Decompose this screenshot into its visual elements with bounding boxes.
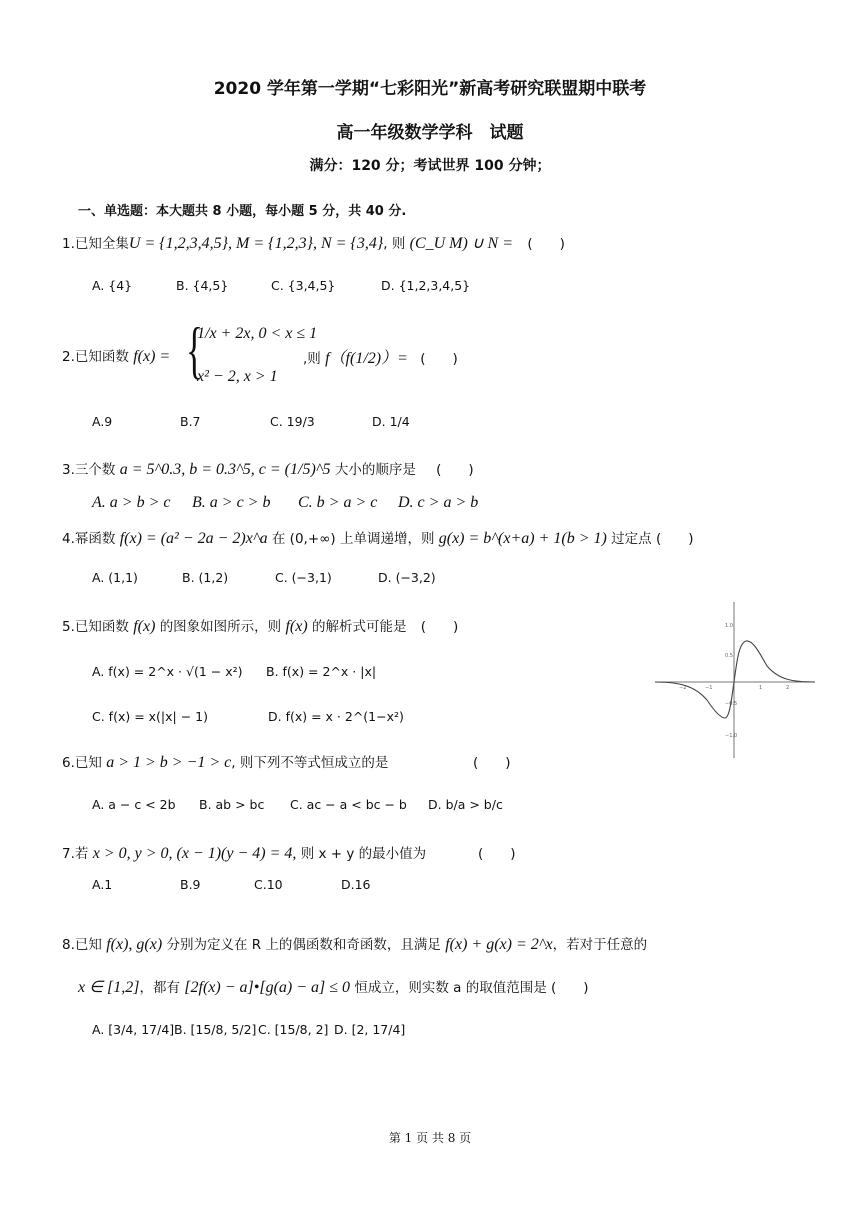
graph-tick-label: 1 xyxy=(759,685,763,691)
question-number: 7. xyxy=(62,846,75,862)
option-b: B. (1,2) xyxy=(182,570,229,585)
question-expr: f（f(1/2)）= xyxy=(325,350,408,367)
question-math-repeat: f(x) xyxy=(285,618,308,635)
option-d: D. (−3,2) xyxy=(378,570,436,585)
function-graph xyxy=(655,600,815,760)
question-number: 1. xyxy=(62,236,75,252)
question-number: 5. xyxy=(62,619,75,635)
option-a: A. a − c < 2b xyxy=(92,797,176,812)
option-c: C. {3,4,5} xyxy=(271,278,336,293)
question-math: x > 0, y > 0, (x − 1)(y − 4) = 4, xyxy=(92,845,297,862)
question-8-line-2 xyxy=(78,976,589,997)
question-math: a = 5^0.3, b = 0.3^5, c = (1/5)^5 xyxy=(119,461,331,478)
question-suffix: 过定点 xyxy=(611,531,652,547)
question-math: U = {1,2,3,4,5}, M = {1,2,3}, N = {3,4} xyxy=(128,235,384,252)
answer-paren: ( ) xyxy=(420,351,458,367)
piecewise-case-2: x² − 2, x > 1 xyxy=(197,368,278,385)
option-c: C. [15/8, 2] xyxy=(258,1022,329,1037)
graph-tick-label: 0.5 xyxy=(725,653,733,659)
graph-tick-label: −1 xyxy=(705,685,713,691)
question-suffix: 大小的顺序是 xyxy=(334,462,416,478)
question-3 xyxy=(62,458,474,479)
question-suffix: ，若对于任意的 xyxy=(552,937,648,953)
question-suffix: 则 x + y 的最小值为 xyxy=(300,846,427,862)
question-prefix: 已知 xyxy=(74,755,102,771)
question-mid: 在 (0,+∞) 上单调递增，则 xyxy=(271,531,435,547)
question-math: a > 1 > b > −1 > c xyxy=(106,754,232,771)
question-prefix: 三个数 xyxy=(74,462,116,478)
option-c: C.10 xyxy=(254,877,283,892)
question-mid: 分别为定义在 R 上的偶函数和奇函数，且满足 xyxy=(166,937,441,953)
option-a: A. {4} xyxy=(92,278,133,293)
question-number: 6. xyxy=(62,755,75,771)
graph-tick-label: 1.0 xyxy=(725,623,733,629)
option-d: D. {1,2,3,4,5} xyxy=(381,278,471,293)
question-prefix: 已知函数 xyxy=(74,619,129,635)
question-math-4: [2f(x) − a]•[g(a) − a] ≤ 0 xyxy=(184,979,351,996)
question-suffix: ,则 xyxy=(303,351,321,367)
option-d: D. 1/4 xyxy=(372,414,410,429)
graph-tick-label: −0.5 xyxy=(725,701,738,707)
option-c-text: C. b > a > c xyxy=(298,494,378,511)
exam-info: 满分：120 分；考试世界 100 分钟； xyxy=(309,158,551,174)
question-expr: (C_U M) ∪ N = xyxy=(409,235,514,252)
question-math-2: f(x) + g(x) = 2^x xyxy=(445,936,553,953)
option-b-text: B. a > c > b xyxy=(192,494,271,511)
question-func: f(x) = xyxy=(133,348,171,365)
question-prefix: 已知全集 xyxy=(74,236,129,252)
section-heading: 一、单选题：本大题共 8 小题，每小题 5 分，共 40 分. xyxy=(78,204,407,219)
answer-paren: ( ) xyxy=(527,236,565,252)
option-a: A. [3/4, 17/4] xyxy=(92,1022,175,1037)
option-b: B. ab > bc xyxy=(199,797,265,812)
option-b: B. {4,5} xyxy=(176,278,229,293)
question-prefix: 若 xyxy=(74,846,89,862)
page-footer: 第 1 页 共 8 页 xyxy=(388,1131,472,1145)
graph-tick-label: −2 xyxy=(679,685,687,691)
question-math: f(x) = (a² − 2a − 2)x^a xyxy=(119,530,268,547)
question-8 xyxy=(62,933,647,954)
answer-paren: ( ) xyxy=(551,980,589,996)
question-prefix: 已知 xyxy=(74,937,102,953)
question-math: f(x) xyxy=(133,618,156,635)
option-c: C. 19/3 xyxy=(270,414,315,429)
option-a xyxy=(92,494,170,512)
graph-tick-label: −1.0 xyxy=(725,733,738,739)
option-d xyxy=(398,494,478,512)
option-b: B.9 xyxy=(180,877,201,892)
option-b: B. f(x) = 2^x · |x| xyxy=(266,664,377,679)
answer-paren: ( ) xyxy=(473,755,511,771)
exam-subtitle: 高一年级数学学科 试题 xyxy=(336,123,524,143)
exam-title: 2020 学年第一学期“七彩阳光”新高考研究联盟期中联考 xyxy=(213,79,647,99)
option-a: A.9 xyxy=(92,414,113,429)
answer-paren: ( ) xyxy=(655,531,694,547)
question-suffix-2: 恒成立，则实数 a 的取值范围是 xyxy=(354,980,547,996)
question-4 xyxy=(62,527,694,548)
question-2 xyxy=(62,345,170,366)
question-2-tail xyxy=(303,345,458,368)
option-a: A. f(x) = 2^x · √(1 − x²) xyxy=(92,664,243,679)
option-b: B.7 xyxy=(180,414,201,429)
question-prefix: 已知函数 xyxy=(74,349,129,365)
question-number: 3. xyxy=(62,462,75,478)
option-d: D. f(x) = x · 2^(1−x²) xyxy=(268,709,404,724)
option-d-text: D. c > a > b xyxy=(398,494,479,511)
option-a: A. (1,1) xyxy=(92,570,138,585)
question-mid-2: ，都有 xyxy=(139,980,180,996)
question-suffix: , 则下列不等式恒成立的是 xyxy=(231,755,389,771)
option-d: D.16 xyxy=(341,877,371,892)
question-7 xyxy=(62,842,426,863)
option-c: C. f(x) = x(|x| − 1) xyxy=(92,709,208,724)
brace-icon: { xyxy=(186,314,203,385)
answer-paren: ( ) xyxy=(420,619,459,635)
question-mid: 的图象如图所示，则 xyxy=(159,619,282,635)
option-d: D. b/a > b/c xyxy=(428,797,503,812)
question-1 xyxy=(62,232,565,253)
question-math: f(x), g(x) xyxy=(106,936,163,953)
option-c: C. (−3,1) xyxy=(275,570,332,585)
option-d: D. [2, 17/4] xyxy=(334,1022,406,1037)
answer-paren: ( ) xyxy=(436,462,474,478)
option-a: A.1 xyxy=(92,877,113,892)
question-number: 4. xyxy=(62,531,75,547)
question-math-3: x ∈ [1,2] xyxy=(78,979,140,996)
question-math-2: g(x) = b^(x+a) + 1(b > 1) xyxy=(438,530,607,547)
question-5 xyxy=(62,615,458,636)
question-suffix: 的解析式可能是 xyxy=(311,619,407,635)
question-number: 8. xyxy=(62,937,75,953)
option-b: B. [15/8, 5/2] xyxy=(174,1022,257,1037)
piecewise-case-1: 1/x + 2x, 0 < x ≤ 1 xyxy=(197,325,318,342)
option-c: C. ac − a < bc − b xyxy=(290,797,407,812)
option-b xyxy=(192,494,270,512)
question-6 xyxy=(62,751,388,772)
question-suffix: , 则 xyxy=(383,236,406,252)
graph-tick-label: 2 xyxy=(786,685,790,691)
option-c xyxy=(298,494,377,512)
question-prefix: 幂函数 xyxy=(74,531,116,547)
option-a-text: A. a > b > c xyxy=(92,494,171,511)
question-number: 2. xyxy=(62,349,75,365)
answer-paren: ( ) xyxy=(478,846,516,862)
